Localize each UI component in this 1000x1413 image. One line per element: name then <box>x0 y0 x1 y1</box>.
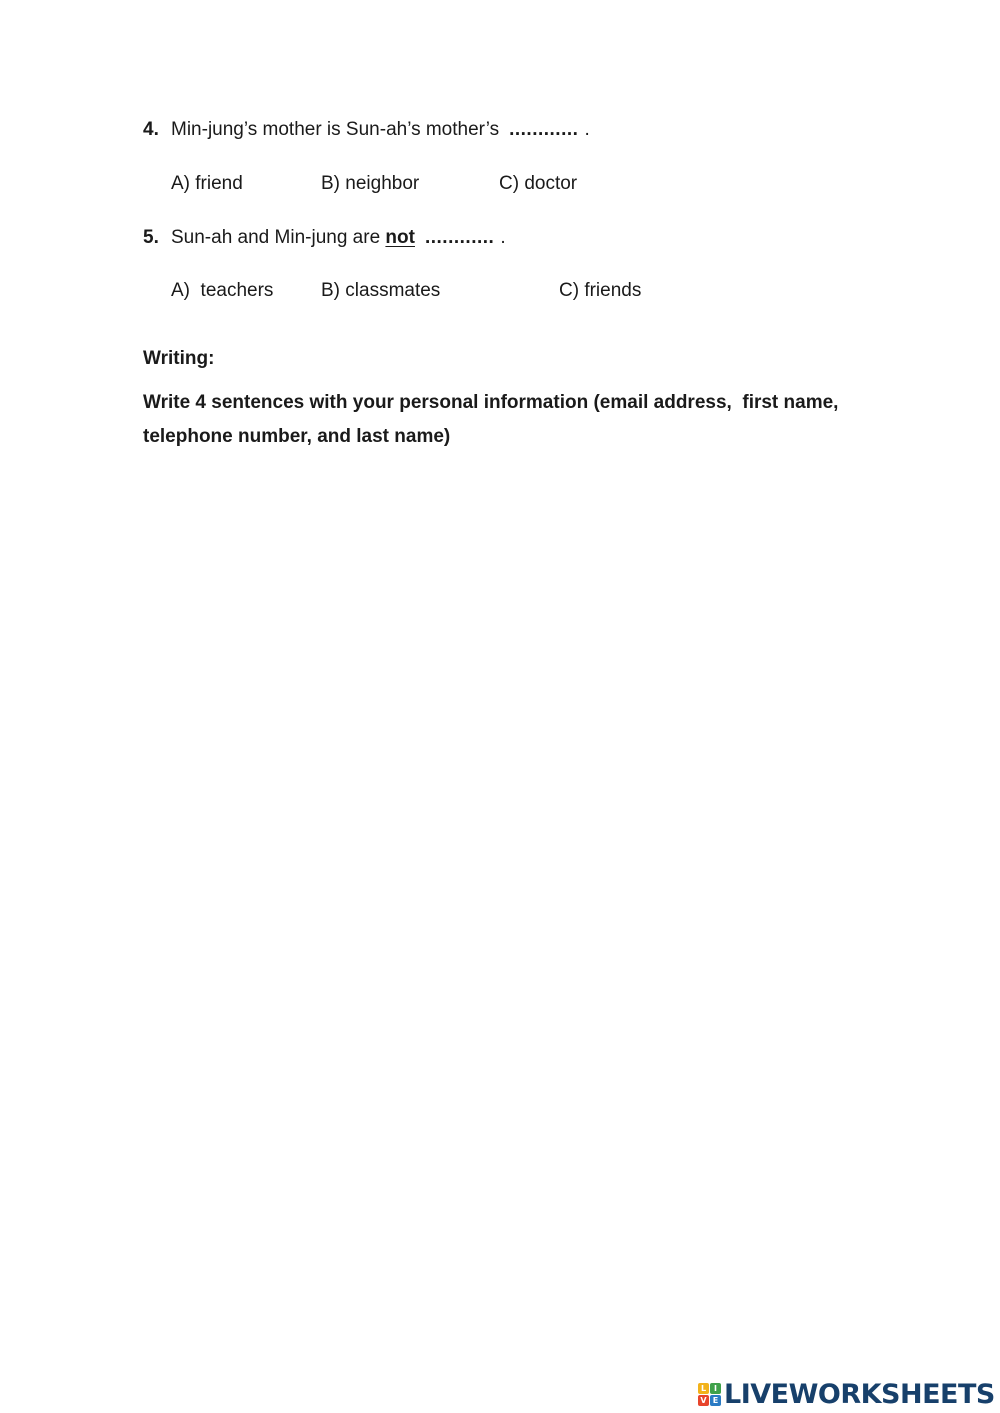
liveworksheets-logo <box>698 1376 995 1412</box>
logo-letter: L <box>698 1383 709 1394</box>
answer-blank[interactable]: ............ <box>424 227 495 248</box>
question-4 <box>143 118 590 142</box>
question-number: 5. <box>143 227 159 248</box>
answer-blank[interactable]: ............ <box>509 119 579 140</box>
emphasis-word: not <box>385 227 415 248</box>
logo-letter: E <box>710 1395 721 1406</box>
option-b: B) classmates <box>321 280 441 301</box>
option-a: A) teachers <box>171 280 274 301</box>
question-text: Sun-ah and Min-jung are <box>171 227 381 248</box>
logo-icon <box>698 1383 721 1406</box>
question-end: . <box>584 119 590 140</box>
option-b: B) neighbor <box>321 173 420 194</box>
question-number: 4. <box>143 119 159 140</box>
option-a: A) friend <box>171 173 243 194</box>
writing-heading: Writing: <box>143 348 215 369</box>
question-end: . <box>500 227 506 248</box>
question-text: Min-jung’s mother is Sun-ah’s mother’s <box>171 119 500 140</box>
option-c: C) friends <box>559 280 642 301</box>
logo-text: LIVEWORKSHEETS <box>724 1378 995 1410</box>
logo-letter: I <box>710 1383 721 1394</box>
logo-letter: V <box>698 1395 709 1406</box>
question-5 <box>143 226 506 250</box>
writing-instruction: Write 4 sentences with your personal information (email address, first name, telephone number, and last name) <box>143 392 844 447</box>
option-c: C) doctor <box>499 173 578 194</box>
